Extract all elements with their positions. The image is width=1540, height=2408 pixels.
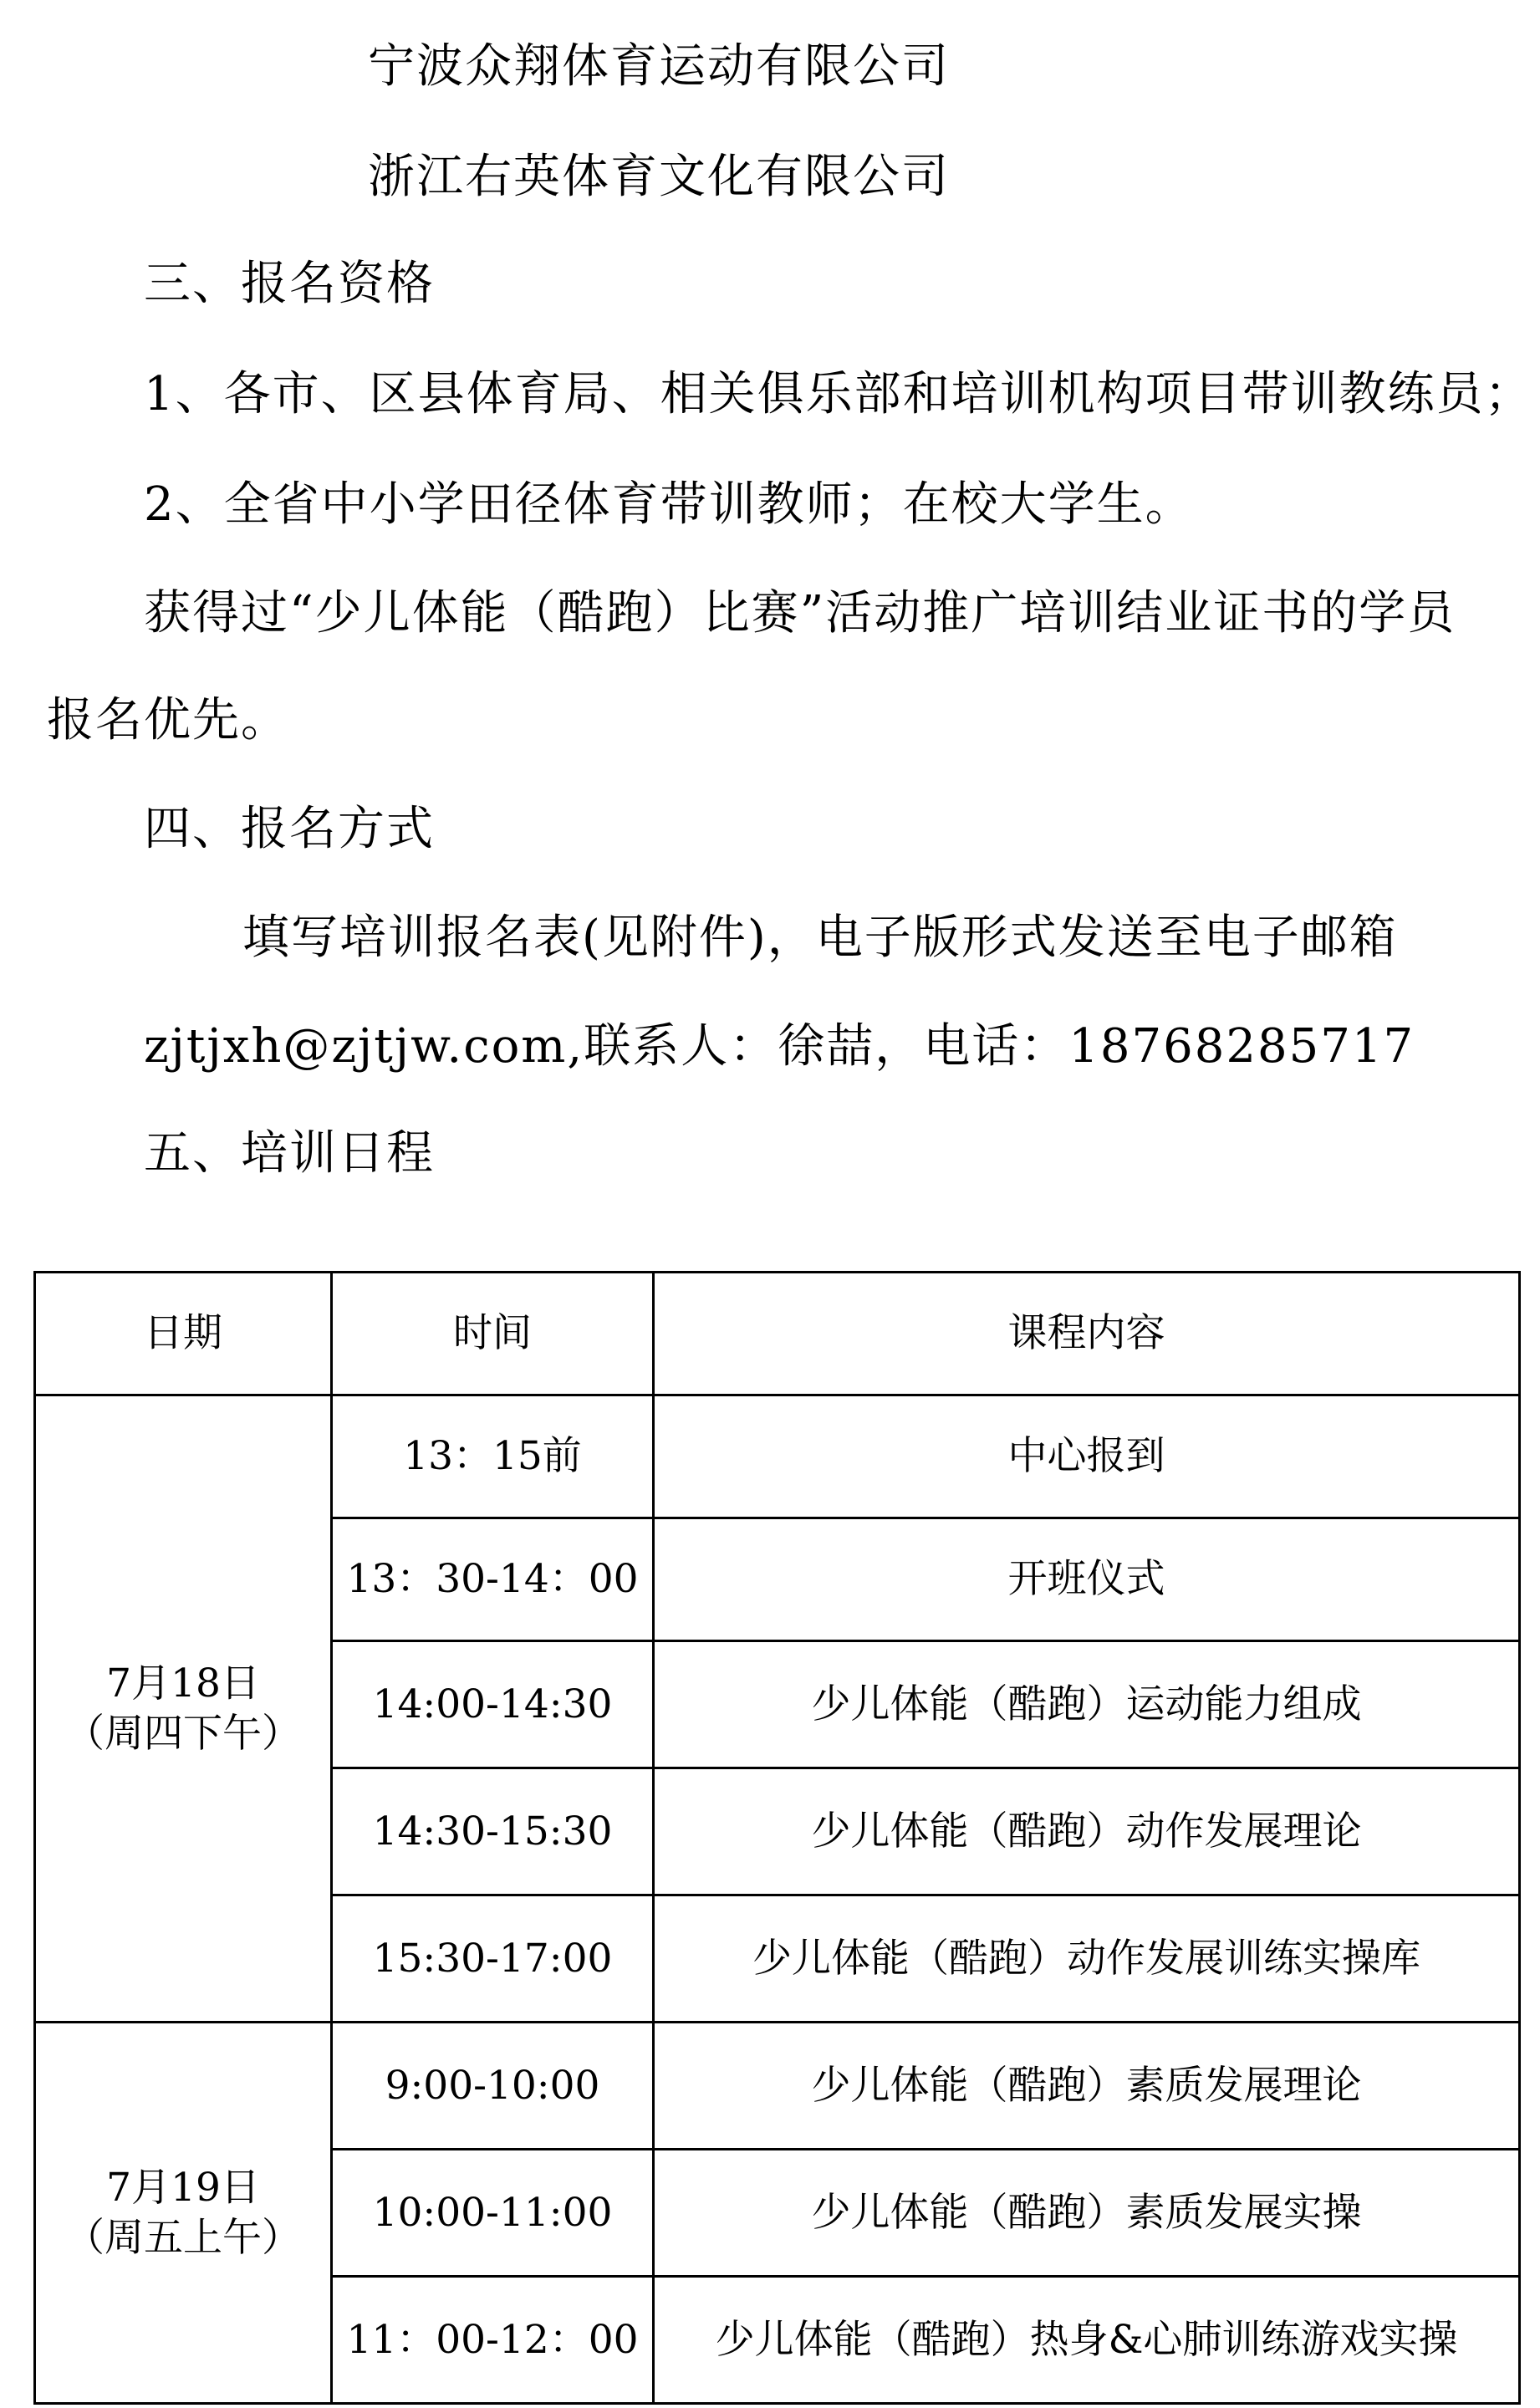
contact-line: zjtjxh@zjtjw.com,联系人：徐喆，电话：18768285717 — [144, 1019, 1415, 1074]
organizer-1: 宁波众翔体育运动有限公司 — [368, 39, 950, 94]
time-cell: 15:30-17:00 — [332, 1895, 654, 2023]
organizer-2: 浙江右英体育文化有限公司 — [368, 150, 950, 204]
table-header-row — [35, 1273, 1520, 1395]
eligibility-item-2: 2、全省中小学田径体育带训教师；在校大学生。 — [144, 477, 1194, 532]
date-cell-day-2 — [35, 2023, 332, 2404]
eligibility-item-1: 1、各市、区县体育局、相关俱乐部和培训机构项目带训教练员； — [144, 367, 1533, 421]
table-row — [35, 1395, 1520, 1518]
section-3-heading: 三、报名资格 — [144, 257, 435, 311]
time-cell: 13：15前 — [332, 1395, 654, 1518]
content-cell: 少儿体能（酷跑）热身&心肺训练游戏实操 — [654, 2277, 1520, 2404]
time-cell: 9:00-10:00 — [332, 2023, 654, 2150]
registration-instructions: 填写培训报名表(见附件)，电子版形式发送至电子邮箱 — [242, 911, 1398, 965]
schedule-table-wrapper — [33, 1271, 1518, 2391]
table-row — [35, 2023, 1520, 2150]
time-cell: 11：00-12：00 — [332, 2277, 654, 2404]
content-cell: 少儿体能（酷跑）运动能力组成 — [654, 1641, 1520, 1768]
priority-note-line-2: 报名优先。 — [47, 693, 289, 747]
section-5-heading: 五、培训日程 — [144, 1126, 435, 1181]
content-cell: 少儿体能（酷跑）素质发展理论 — [654, 2023, 1520, 2150]
date-day-2: 7月19日 — [106, 2164, 260, 2211]
time-cell: 13：30-14：00 — [332, 1518, 654, 1641]
period-day-2: （周五上午） — [65, 2214, 301, 2261]
date-day-1: 7月18日 — [106, 1660, 260, 1707]
content-cell: 开班仪式 — [654, 1518, 1520, 1641]
content-cell: 中心报到 — [654, 1395, 1520, 1518]
date-cell-day-1 — [35, 1395, 332, 2023]
content-cell: 少儿体能（酷跑）动作发展理论 — [654, 1768, 1520, 1895]
time-cell: 14:00-14:30 — [332, 1641, 654, 1768]
schedule-table — [33, 1271, 1521, 2405]
priority-note-line-1: 获得过“少儿体能（酷跑）比赛”活动推广培训结业证书的学员 — [144, 586, 1456, 640]
header-date: 日期 — [35, 1273, 332, 1395]
header-content: 课程内容 — [654, 1273, 1520, 1395]
time-cell: 14:30-15:30 — [332, 1768, 654, 1895]
section-4-heading: 四、报名方式 — [144, 802, 435, 856]
content-cell: 少儿体能（酷跑）素质发展实操 — [654, 2150, 1520, 2277]
header-time: 时间 — [332, 1273, 654, 1395]
content-cell: 少儿体能（酷跑）动作发展训练实操库 — [654, 1895, 1520, 2023]
period-day-1: （周四下午） — [65, 1710, 301, 1757]
time-cell: 10:00-11:00 — [332, 2150, 654, 2277]
